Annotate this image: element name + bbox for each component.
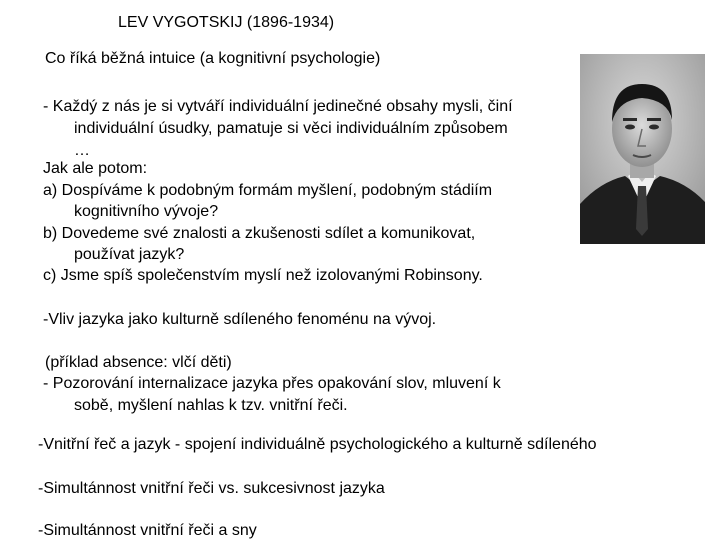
question-b-line-1: b) Dovedeme své znalosti a zkušenosti sdílet a komunikovat, xyxy=(43,225,476,242)
intuition-line-2: individuální úsudky, pamatuje si věci individuálním způsobem xyxy=(74,120,508,137)
intuition-line-1: - Každý z nás je si vytváří individuální jedinečné obsahy mysli, činí xyxy=(43,98,513,115)
portrait-image-icon xyxy=(580,54,705,244)
slide-title: LEV VYGOTSKIJ (1896-1934) xyxy=(118,14,335,31)
question-c: c) Jsme spíš společenstvím myslí než izolovanými Robinsony. xyxy=(43,267,483,284)
portrait-photo xyxy=(580,54,705,244)
simultaneity-line: -Simultánnost vnitřní řeči vs. sukcesivnost jazyka xyxy=(38,480,385,497)
internalization-line-1: - Pozorování internalizace jazyka přes opakování slov, mluvení k xyxy=(43,375,501,392)
question-b-line-2: používat jazyk? xyxy=(74,246,185,263)
question-intro: Jak ale potom: xyxy=(43,160,148,177)
question-a-line-2: kognitivního vývoje? xyxy=(74,203,219,220)
language-influence-line: -Vliv jazyka jako kulturně sdíleného fenoménu na vývoj. xyxy=(43,311,437,328)
inner-speech-line: -Vnitřní řeč a jazyk - spojení individuálně psychologického a kulturně sdíleného xyxy=(38,436,597,453)
question-a-line-1: a) Dospíváme k podobným formám myšlení, podobným stádiím xyxy=(43,182,493,199)
slide-subtitle: Co říká běžná intuice (a kognitivní psychologie) xyxy=(45,50,381,67)
intuition-ellipsis: … xyxy=(74,142,90,159)
internalization-line-2: sobě, myšlení nahlas k tzv. vnitřní řeči. xyxy=(74,397,348,414)
example-note: (příklad absence: vlčí děti) xyxy=(45,354,232,371)
dreams-line: -Simultánnost vnitřní řeči a sny xyxy=(38,522,257,539)
